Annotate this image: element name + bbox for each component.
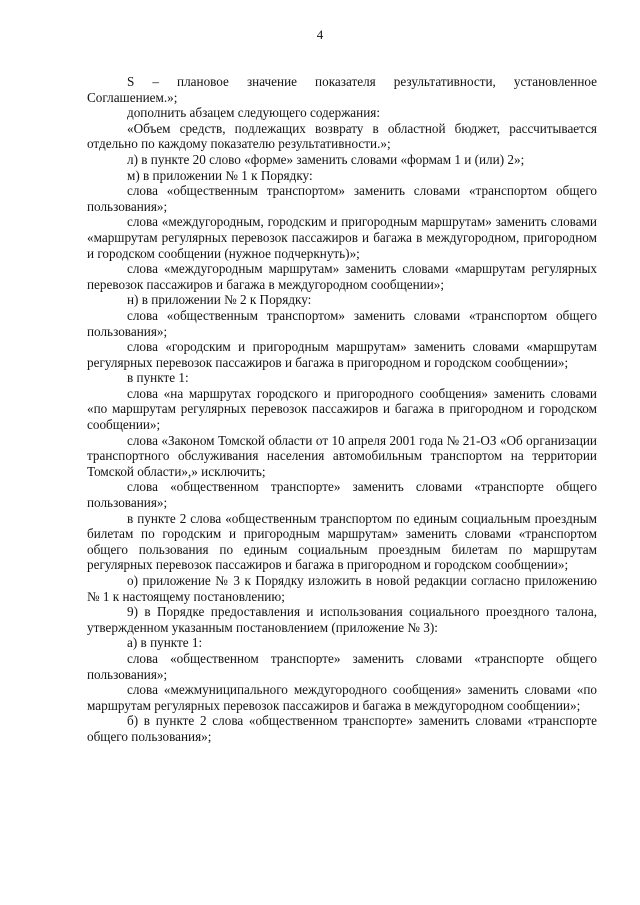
paragraph: слова «общественным транспортом» заменить словами «транспортом общего пользования»; [87, 307, 597, 339]
paragraph: о) приложение № 3 к Порядку изложить в новой редакции согласно приложению № 1 к настоящему постановлению; [87, 573, 597, 604]
paragraph: слова «междугородным, городским и пригородным маршрутам» заменить словами «маршрутам регулярных перевозок пассажиров и багажа в междугородном, пригородном и городском сообщении (нужное подчеркнуть)»; [87, 214, 597, 261]
paragraph: дополнить абзацем следующего содержания: [127, 105, 381, 121]
paragraph: слова «междугородным маршрутам» заменить словами «маршрутам регулярных перевозок пассажиров и багажа в междугородном сообщении»; [87, 261, 597, 292]
document-body [87, 74, 597, 745]
paragraph: м) в приложении № 1 к Порядку: [127, 167, 313, 183]
paragraph: л) в пункте 20 слово «форме» заменить словами «формам 1 и (или) 2»; [127, 151, 525, 167]
paragraph: слова «общественным транспортом» заменить словами «транспортом общего пользования»; [87, 183, 597, 214]
paragraph: слова «общественном транспорте» заменить словами «транспорте общего пользования»; [87, 650, 597, 682]
paragraph: в пункте 2 слова «общественным транспортом по единым социальным проездным билетам по городским и пригородным маршрутам» заменить словами «транспортом общего пользования по единым социальным проездным билетам по маршрутам регулярных перевозок пассажиров и багажа в пригородном и городском сообщении»; [87, 510, 597, 573]
page-number: 4 [316, 27, 324, 42]
paragraph: слова «межмуниципального междугородного сообщения» заменить словами «по маршрутам регулярных перевозок пассажиров и багажа в междугородном сообщении»; [87, 682, 597, 713]
paragraph: н) в приложении № 2 к Порядку: [127, 292, 312, 308]
paragraph: «Объем средств, подлежащих возврату в областной бюджет, рассчитывается отдельно по каждому показателю результативности.»; [87, 120, 597, 152]
paragraph: б) в пункте 2 слова «общественном транспорте» заменить словами «транспорте общего пользования»; [87, 713, 597, 744]
paragraph: слова «Законом Томской области от 10 апреля 2001 года № 21-ОЗ «Об организации транспортного обслуживания населения автомобильным транспортом на территории Томской области»,» исключить; [87, 432, 597, 479]
paragraph: а) в пункте 1: [127, 635, 203, 651]
paragraph: слова «общественном транспорте» заменить словами «транспорте общего пользования»; [87, 479, 597, 511]
paragraph: слова «на маршрутах городского и пригородного сообщения» заменить словами «по маршрутам регулярных перевозок пассажиров и багажа в пригородном и городском сообщении»; [87, 385, 597, 433]
paragraph: S – плановое значение показателя результативности, установленное Соглашением.»; [87, 74, 597, 105]
paragraph: слова «городским и пригородным маршрутам» заменить словами «маршрутам регулярных перевозок пассажиров и багажа в пригородном и городском сообщении»; [87, 339, 597, 370]
paragraph: 9) в Порядке предоставления и использования социального проездного талона, утвержденном указанным постановлением (приложение № 3): [87, 604, 597, 635]
paragraph: в пункте 1: [127, 370, 189, 386]
